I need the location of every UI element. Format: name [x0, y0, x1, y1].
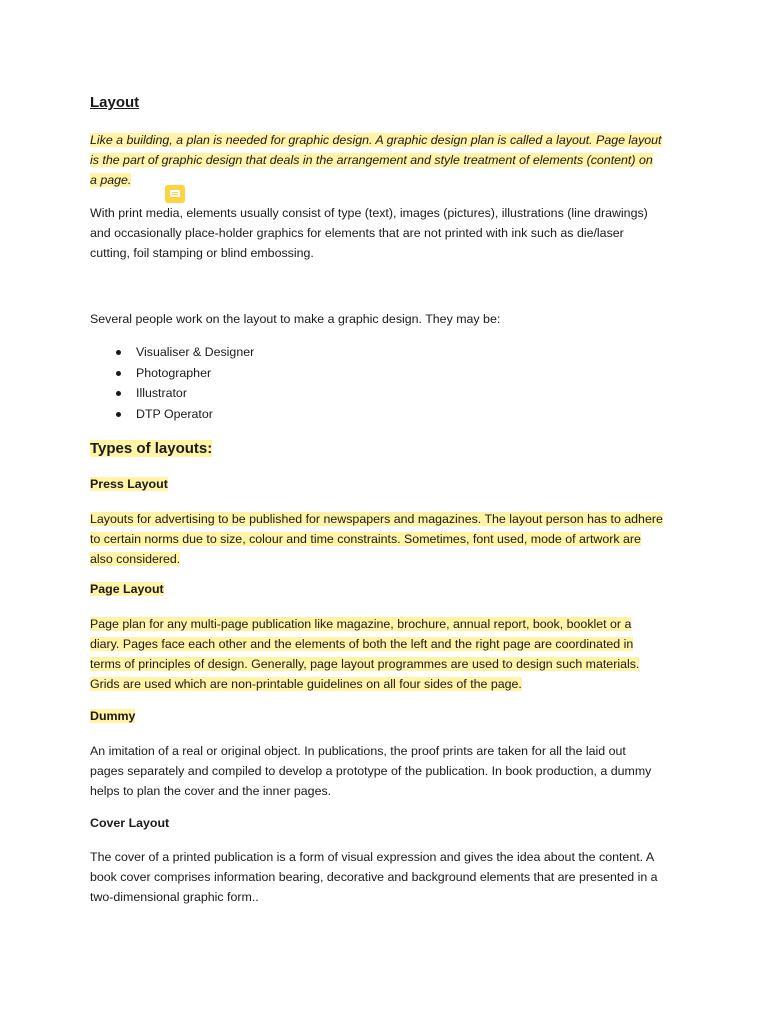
- list-item: DTP Operator: [90, 404, 254, 425]
- dummy-paragraph: [90, 741, 651, 801]
- dummy-heading: Dummy: [90, 709, 136, 723]
- paragraph-line: Page plan for any multi-page publication like magazine, brochure, annual report, book, booklet or a: [90, 617, 632, 631]
- types-heading: Types of layouts:: [90, 440, 213, 457]
- paragraph-line: Grids are used which are non-printable guidelines on all four sides of the page.: [90, 677, 522, 691]
- press-layout-paragraph: [90, 509, 663, 569]
- comment-icon[interactable]: [165, 185, 185, 203]
- bullet-icon: [116, 412, 121, 417]
- intro-line: is the part of graphic design that deals in the arrangement and style treatment of elements (content) on: [90, 153, 653, 167]
- intro-paragraph: [90, 130, 662, 190]
- paragraph-line: Layouts for advertising to be published for newspapers and magazines. The layout person has to adhere: [90, 512, 663, 526]
- paragraph-line: two-dimensional graphic form..: [90, 890, 259, 904]
- paragraph-line: also considered.: [90, 552, 181, 566]
- list-item: Illustrator: [90, 383, 254, 404]
- paragraph-line: diary. Pages face each other and the elements of both the left and the right page are coordinated in: [90, 637, 634, 651]
- press-layout-heading: Press Layout: [90, 477, 168, 491]
- paragraph-line: book cover comprises information bearing, decorative and background elements that are presented in a: [90, 870, 658, 884]
- cover-layout-paragraph: [90, 847, 658, 907]
- bullet-icon: [116, 350, 121, 355]
- print-media-paragraph: [90, 203, 648, 263]
- page-layout-heading: Page Layout: [90, 582, 164, 596]
- paragraph-line: and occasionally place-holder graphics for elements that are not printed with ink such as die/laser: [90, 226, 624, 240]
- people-list: [90, 342, 254, 424]
- paragraph-line: terms of principles of design. Generally, page layout programmes are used to design such materials.: [90, 657, 640, 671]
- bullet-icon: [116, 371, 121, 376]
- paragraph-line: helps to plan the cover and the inner pages.: [90, 784, 332, 798]
- list-item: Photographer: [90, 363, 254, 384]
- paragraph-line: pages separately and compiled to develop a prototype of the publication. In book production, a dummy: [90, 764, 652, 778]
- intro-line: a page.: [90, 173, 132, 187]
- bullet-icon: [116, 391, 121, 396]
- paragraph-line: With print media, elements usually consist of type (text), images (pictures), illustrations (line drawings): [90, 206, 648, 220]
- cover-layout-heading: Cover Layout: [90, 816, 170, 830]
- page-title: Layout: [90, 94, 140, 111]
- paragraph-line: An imitation of a real or original object. In publications, the proof prints are taken for all the laid out: [90, 744, 626, 758]
- people-intro: Several people work on the layout to make a graphic design. They may be:: [90, 312, 501, 326]
- paragraph-line: cutting, foil stamping or blind embossing.: [90, 246, 314, 260]
- list-item: Visualiser & Designer: [90, 342, 254, 363]
- paragraph-line: to certain norms due to size, colour and time constraints. Sometimes, font used, mode of artwork are: [90, 532, 641, 546]
- page-layout-paragraph: [90, 614, 639, 694]
- intro-line: Like a building, a plan is needed for graphic design. A graphic design plan is called a layout. Page layout: [90, 133, 662, 147]
- paragraph-line: The cover of a printed publication is a form of visual expression and gives the idea about the content. A: [90, 850, 655, 864]
